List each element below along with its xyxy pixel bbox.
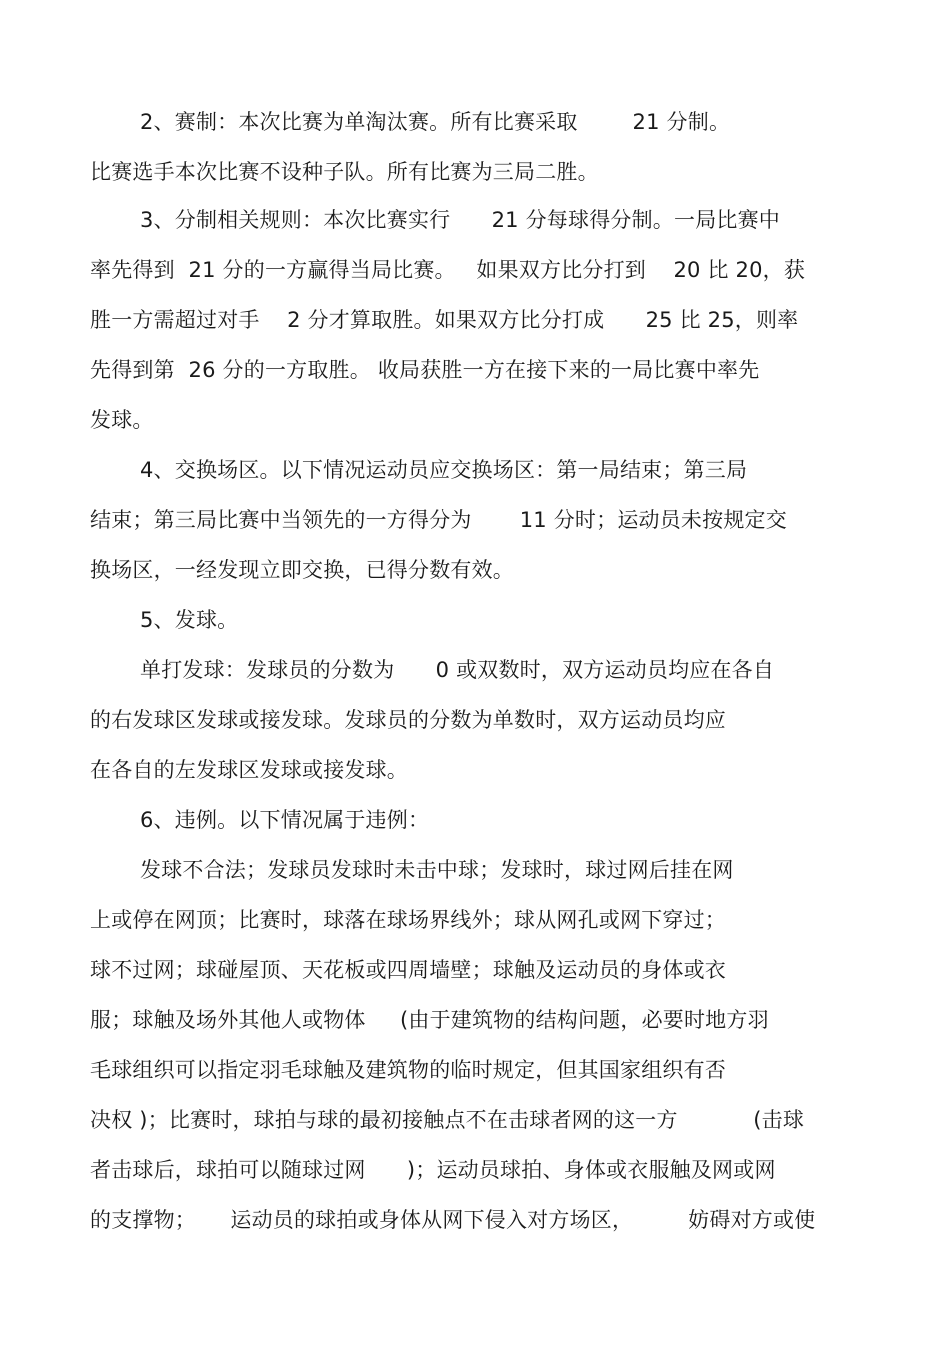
text-line-8: 4、交换场区。以下情况运动员应交换场区：第一局结束；第三局 [140, 458, 748, 482]
text-line-9: 结束；第三局比赛中当领先的一方得分为 11 分时；运动员未按规定交 [90, 508, 787, 532]
text-line-22: 者击球后，球拍可以随球过网 )；运动员球拍、身体或衣服触及网或网 [90, 1158, 776, 1182]
text-line-12: 单打发球：发球员的分数为 0 或双数时，双方运动员均应在各自 [140, 658, 775, 682]
text-line-11: 5、发球。 [140, 608, 239, 632]
text-line-6: 先得到第 26 分的一方取胜。 收局获胜一方在接下来的一局比赛中率先 [90, 358, 760, 382]
text-line-5: 胜一方需超过对手 2 分才算取胜。如果双方比分打成 25 比 25，则率 [90, 308, 799, 332]
text-line-21: 决权 )；比赛时，球拍与球的最初接触点不在击球者网的这一方 (击球 [90, 1108, 805, 1132]
text-line-13: 的右发球区发球或接发球。发球员的分数为单数时，双方运动员均应 [90, 708, 726, 732]
text-line-4: 率先得到 21 分的一方赢得当局比赛。 如果双方比分打到 20 比 20，获 [90, 258, 806, 282]
text-line-19: 服；球触及场外其他人或物体 (由于建筑物的结构问题，必要时地方羽 [90, 1008, 769, 1032]
text-line-2: 比赛选手本次比赛不设种子队。所有比赛为三局二胜。 [90, 160, 599, 184]
text-line-14: 在各自的左发球区发球或接发球。 [90, 758, 408, 782]
text-line-1: 2、赛制：本次比赛为单淘汰赛。所有比赛采取 21 分制。 [140, 110, 731, 134]
text-line-3: 3、分制相关规则：本次比赛实行 21 分每球得分制。一局比赛中 [140, 208, 781, 232]
text-line-17: 上或停在网顶；比赛时，球落在球场界线外；球从网孔或网下穿过； [90, 908, 726, 932]
text-line-23: 的支撑物； 运动员的球拍或身体从网下侵入对方场区， 妨碍对方或使 [90, 1208, 816, 1232]
text-line-18: 球不过网；球碰屋顶、天花板或四周墙壁；球触及运动员的身体或衣 [90, 958, 726, 982]
text-line-7: 发球。 [90, 408, 154, 432]
text-line-20: 毛球组织可以指定羽毛球触及建筑物的临时规定，但其国家组织有否 [90, 1058, 726, 1082]
text-line-15: 6、违例。以下情况属于违例： [140, 808, 430, 832]
text-line-16: 发球不合法；发球员发球时未击中球；发球时，球过网后挂在网 [140, 858, 734, 882]
text-line-10: 换场区，一经发现立即交换，已得分数有效。 [90, 558, 514, 582]
